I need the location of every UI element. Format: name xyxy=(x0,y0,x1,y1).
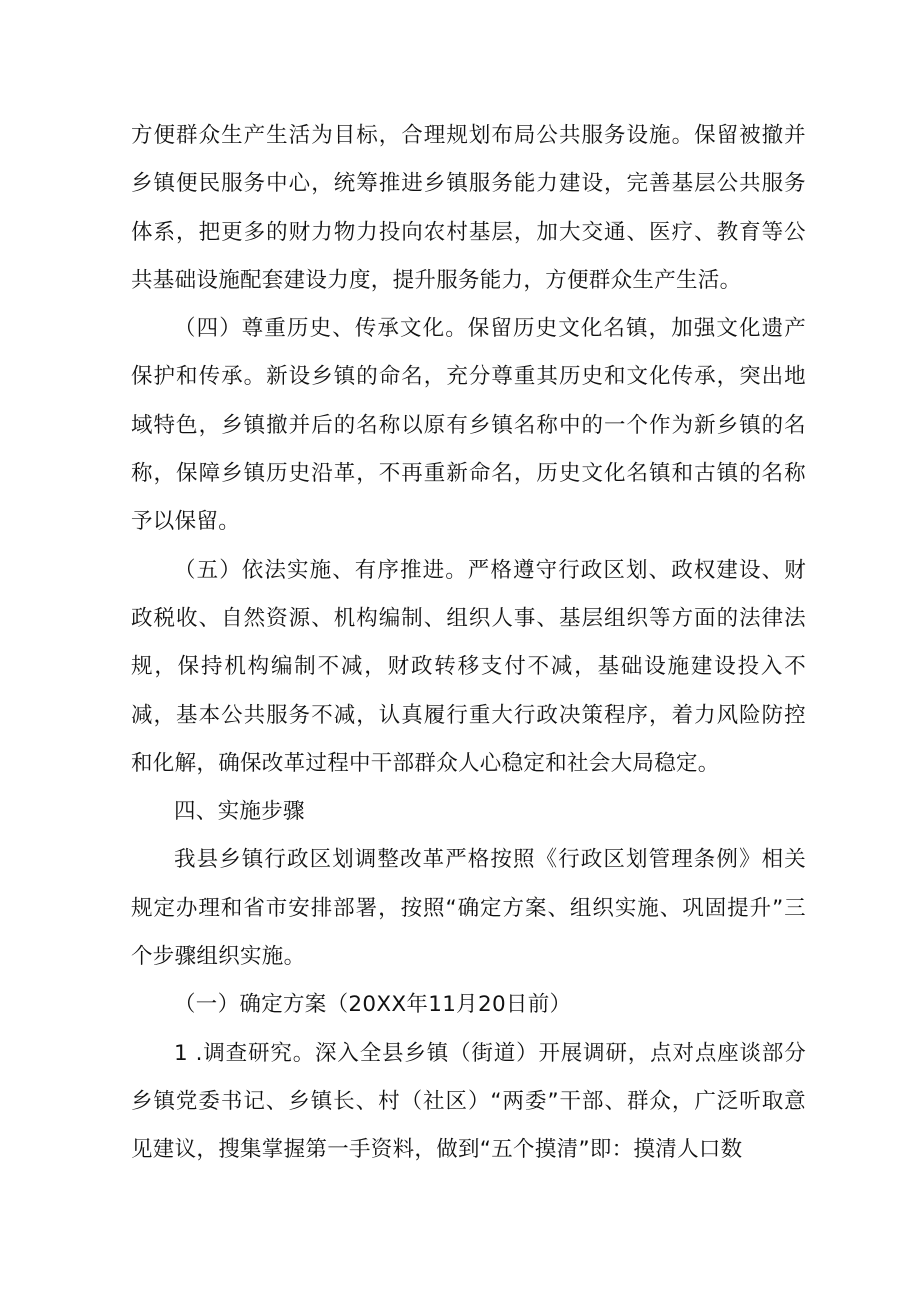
paragraph-public-services: 方便群众生产生活为目标，合理规划布局公共服务设施。保留被撤并乡镇便民服务中心，统筹推进乡镇服务能力建设，完善基层公共服务体系，把更多的财力物力投向农村基层，加大交通、医疗、教育等公共基础设施配套建设力度，提升服务能力，方便群众生产生活。 xyxy=(131,123,806,293)
paragraph-respect-history: （四）尊重历史、传承文化。保留历史文化名镇，加强文化遗产保护和传承。新设乡镇的命名，充分尊重其历史和文化传承，突出地域特色，乡镇撤并后的名称以原有乡镇名称中的一个作为新乡镇的名称，保障乡镇历史沿革，不再重新命名，历史文化名镇和古镇的名称予以保留。 xyxy=(131,316,806,535)
paragraph-lawful-implementation: （五）依法实施、有序推进。严格遵守行政区划、政权建设、财政税收、自然资源、机构编制、组织人事、基层组织等方面的法律法规，保持机构编制不减，财政转移支付不减，基础设施建设投入不减，基本公共服务不减，认真履行重大行政决策程序，着力风险防控和化解，确保改革过程中干部群众人心稳定和社会大局稳定。 xyxy=(131,557,806,776)
section-heading-implementation-steps: 四、实施步骤 xyxy=(174,799,305,825)
sub-heading-determine-plan: （一）确定方案（20XX年11月20日前） xyxy=(174,992,572,1018)
document-body xyxy=(131,112,806,1175)
paragraph-implementation-intro: 我县乡镇行政区划调整改革严格按照《行政区划管理条例》相关规定办理和省市安排部署，按照“确定方案、组织实施、巩固提升”三个步骤组织实施。 xyxy=(131,847,806,970)
paragraph-investigation-research: 1 .调查研究。深入全县乡镇（街道）开展调研，点对点座谈部分乡镇党委书记、乡镇长、村（社区）“两委”干部、群众，广泛听取意见建议，搜集掌握第一手资料，做到“五个摸清”即：摸清人口数 xyxy=(131,1040,806,1163)
